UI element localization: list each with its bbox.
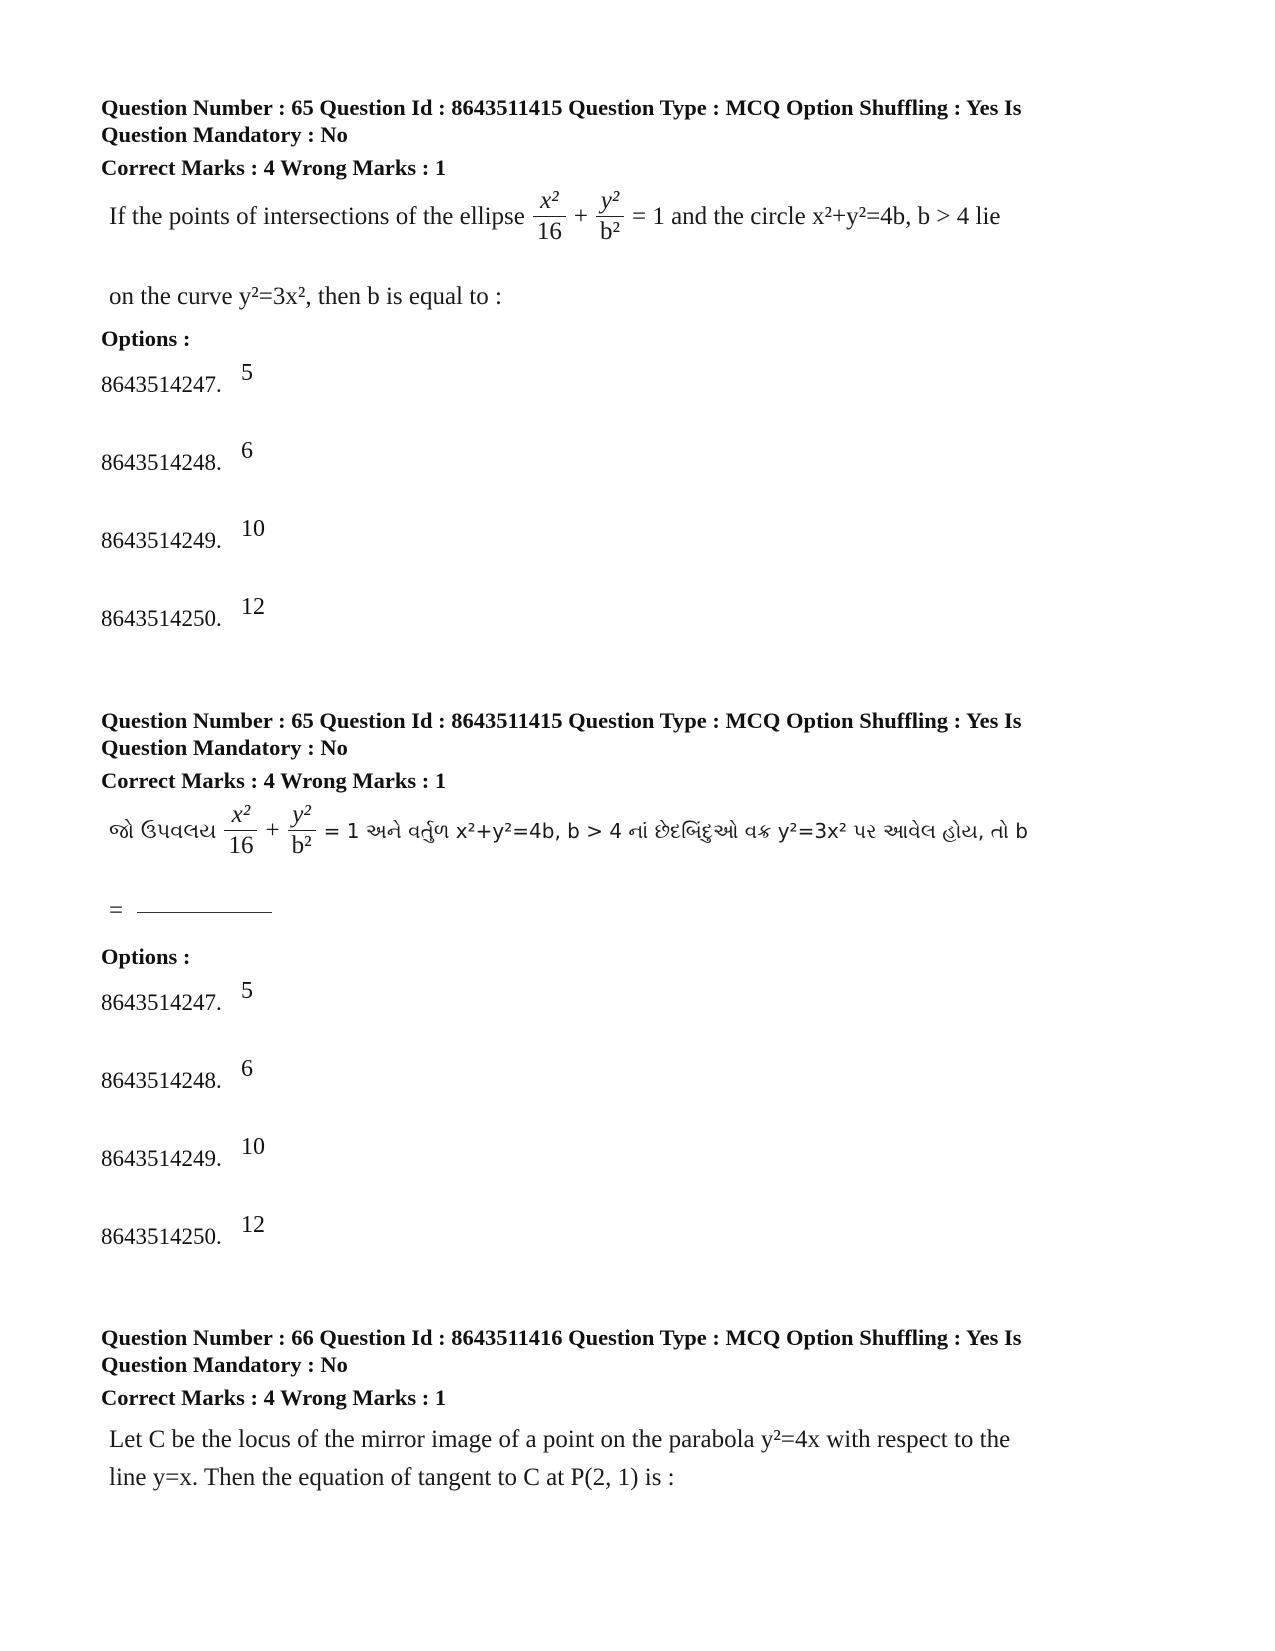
question-text-prefix: જો ઉપવલય — [109, 818, 217, 843]
option-value: 5 — [241, 360, 253, 386]
question-block-66-en — [101, 1324, 1181, 1411]
option-item[interactable] — [101, 1056, 253, 1094]
options-label: Options : — [101, 326, 191, 351]
option-value: 10 — [241, 1134, 265, 1160]
question-marks: Correct Marks : 4 Wrong Marks : 1 — [101, 155, 447, 180]
question-header: Question Number : 66 Question Id : 8643511416 Question Type : MCQ Option Shuffling : Yes Is — [101, 1325, 1022, 1350]
option-item[interactable] — [101, 1134, 265, 1172]
answer-blank — [137, 912, 272, 913]
question-mandatory: Question Mandatory : No — [101, 1352, 348, 1377]
question-mandatory: Question Mandatory : No — [101, 735, 348, 760]
question-text-line1: Let C be the locus of the mirror image of a point on the parabola y²=4x with respect to the — [109, 1426, 1011, 1453]
option-value: 5 — [241, 978, 253, 1004]
option-value: 6 — [241, 438, 253, 464]
option-item[interactable] — [101, 438, 253, 476]
options-list — [101, 978, 1181, 1290]
option-id: 8643514250. — [101, 606, 222, 631]
question-text-mid: = 1 and the circle x²+y²=4b, b > 4 lie — [631, 202, 1001, 230]
option-id: 8643514247. — [101, 372, 222, 397]
option-id: 8643514249. — [101, 528, 222, 553]
option-id: 8643514248. — [101, 1068, 222, 1093]
fraction-y2-over-b2: $\frac{\text{y²}}{\text{b²}}$ — [596, 186, 624, 247]
question-header: Question Number : 65 Question Id : 8643511415 Question Type : MCQ Option Shuffling : Yes Is — [101, 95, 1022, 120]
option-item[interactable] — [101, 978, 253, 1016]
option-value: 6 — [241, 1056, 253, 1082]
option-item[interactable] — [101, 1212, 265, 1250]
options-label: Options : — [101, 944, 191, 969]
question-text-line2: on the curve y²=3x², then b is equal to : — [109, 283, 502, 310]
question-text: જો ઉપવલય $\frac{\text{x²}}{16}$ + $\frac{\text{y²}}{\text{b²}}$ = 1 અને વર્તુળ x²+y²=4b, b > 4 નાં છેદબિંદુઓ વક્ર y²=3x² પર આવેલ હોય, તો b — [109, 801, 1028, 859]
question-marks: Correct Marks : 4 Wrong Marks : 1 — [101, 768, 447, 793]
fraction-x2-over-16: $\frac{\text{x²}}{16}$ — [533, 186, 566, 247]
question-block-65-en — [101, 94, 1181, 181]
option-id: 8643514249. — [101, 1146, 222, 1171]
option-item[interactable] — [101, 360, 253, 398]
option-id: 8643514247. — [101, 990, 222, 1015]
option-item[interactable] — [101, 594, 265, 632]
option-item[interactable] — [101, 516, 265, 554]
question-text-prefix: If the points of intersections of the ellipse — [109, 202, 525, 230]
question-mandatory: Question Mandatory : No — [101, 122, 348, 147]
option-value: 12 — [241, 594, 265, 620]
question-text-mid: = 1 અને વર્તુળ x²+y²=4b, b > 4 નાં છેદબિંદુઓ વક્ર y²=3x² પર આવેલ હોય, તો b — [323, 818, 1028, 843]
fraction-y2-over-b2: $\frac{\text{y²}}{\text{b²}}$ — [288, 800, 316, 861]
fraction-x2-over-16: $\frac{\text{x²}}{16}$ — [224, 800, 257, 861]
option-value: 10 — [241, 516, 265, 542]
question-marks: Correct Marks : 4 Wrong Marks : 1 — [101, 1385, 447, 1410]
option-id: 8643514250. — [101, 1224, 222, 1249]
question-text: If the points of intersections of the ellipse $\frac{\text{x²}}{16}$ + $\frac{\text{y²}}{\text{b²}}$ = 1 and the circle x²+y²=4b, b > 4 lie — [109, 187, 1001, 245]
option-value: 12 — [241, 1212, 265, 1238]
question-text-line2: line y=x. Then the equation of tangent to C at P(2, 1) is : — [109, 1464, 675, 1491]
option-id: 8643514248. — [101, 450, 222, 475]
options-list — [101, 360, 1181, 672]
question-header: Question Number : 65 Question Id : 8643511415 Question Type : MCQ Option Shuffling : Yes Is — [101, 708, 1022, 733]
question-text-line2: = — [109, 896, 1189, 926]
question-block-65-gu — [101, 707, 1181, 794]
